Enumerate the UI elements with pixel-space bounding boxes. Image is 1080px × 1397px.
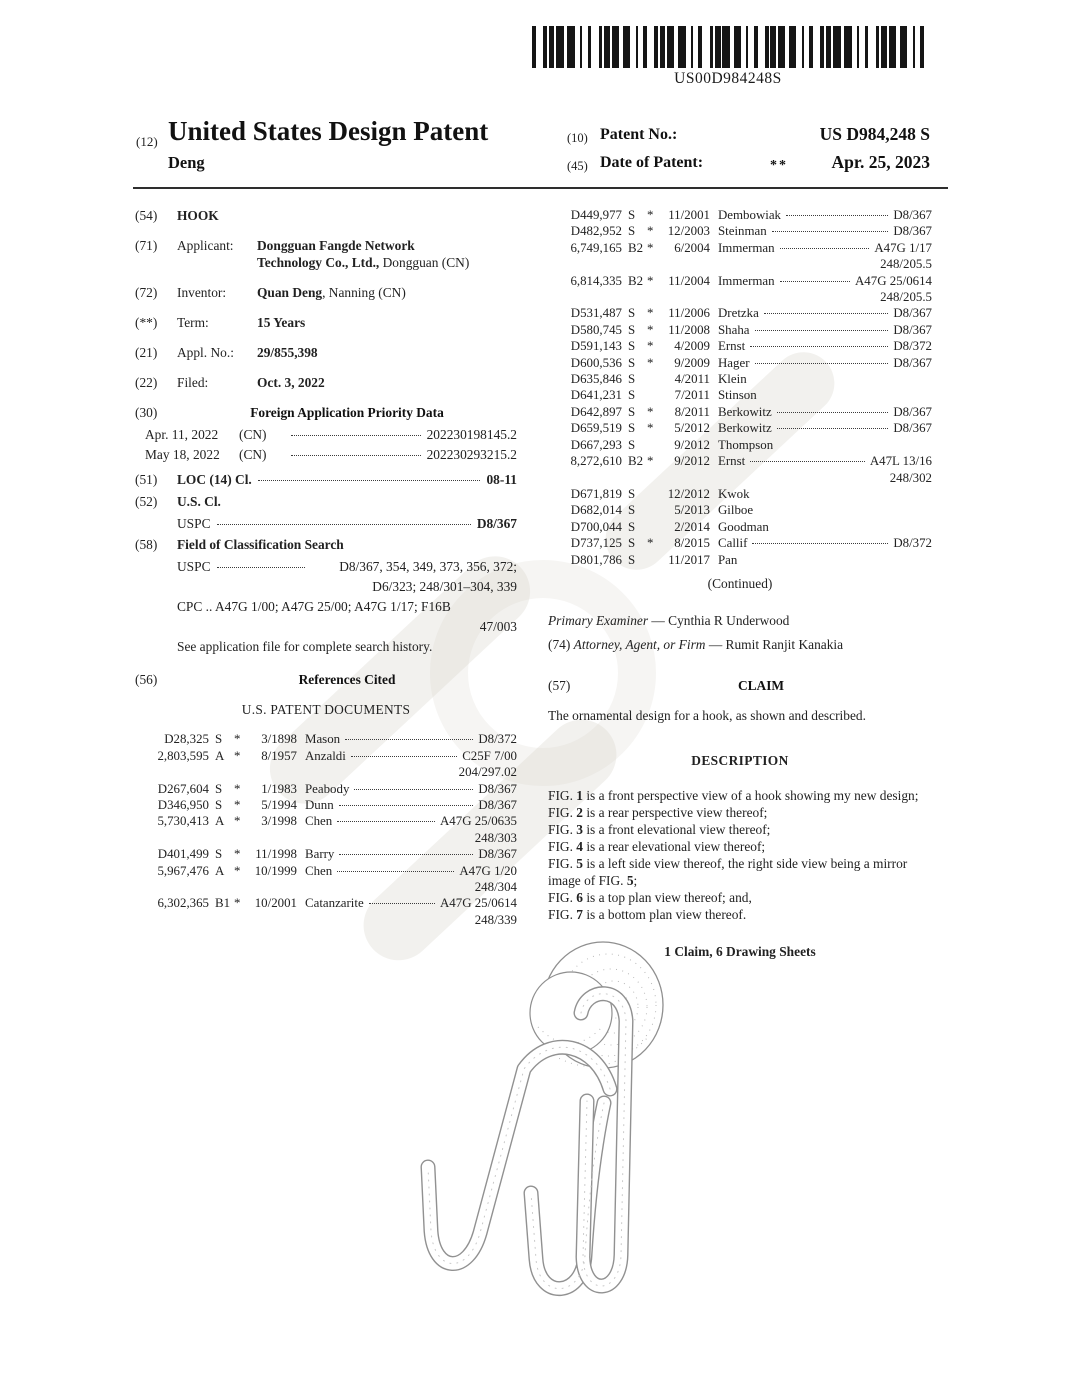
loc-label: LOC (14) Cl.: [177, 472, 252, 488]
reference-continuation: 248/205.5: [880, 290, 932, 305]
reference-continuation: 248/302: [889, 470, 932, 485]
reference-row: D682,014 S 5/2013 Gilboe: [570, 503, 754, 518]
uspc-classes-line1: D8/367, 354, 349, 373, 356, 372;: [339, 559, 517, 575]
figure-description-line: FIG. 5 is a left side view thereof, the right side view being a mirror image of FIG. 5;: [548, 856, 908, 889]
field-code: (56): [135, 672, 158, 688]
inventor-surname: Deng: [168, 153, 205, 172]
applicant-label: Applicant:: [177, 238, 234, 254]
patent-no-value: US D984,248 S: [819, 124, 930, 144]
reference-continuation: 248/303: [474, 830, 517, 845]
field-56-references: [135, 671, 517, 688]
field-52-us-cl: [135, 493, 517, 510]
continued-note: (Continued): [707, 575, 773, 591]
search-note: See application file for complete search history.: [177, 639, 433, 655]
inventor-label: Inventor:: [177, 285, 227, 301]
field-code: (30): [135, 405, 158, 421]
code-10: (10): [567, 131, 588, 145]
field-30-priority-heading: [135, 404, 517, 421]
claims-sheets-note: 1 Claim, 6 Drawing Sheets: [664, 944, 816, 960]
term-label: Term:: [177, 315, 209, 331]
priority-heading: Foreign Application Priority Data: [250, 405, 444, 421]
field-71-applicant: [135, 237, 517, 271]
reference-continuation: 204/297.02: [458, 765, 517, 780]
left-column: [135, 207, 517, 928]
reference-row: D801,786 S 11/2017 Pan: [570, 552, 738, 567]
field-54-title: [135, 207, 517, 224]
uspc-value: D8/367: [476, 516, 517, 532]
reference-row: 8,272,610 B2 * 9/2012 Ernst A47L 13/16: [570, 454, 932, 469]
appl-no-value: 29/855,398: [257, 345, 318, 361]
reference-row: D700,044 S 2/2014 Goodman: [570, 519, 769, 534]
reference-row: D641,231 S 7/2011 Stinson: [570, 388, 757, 403]
reference-continuation: 248/304: [474, 879, 517, 894]
us-cl-label: U.S. Cl.: [177, 494, 221, 510]
filed-label: Filed:: [177, 375, 209, 391]
figure-description-line: FIG. 6 is a top plan view thereof; and,: [548, 890, 752, 906]
date-of-patent-value: Apr. 25, 2023: [831, 152, 930, 172]
double-asterisk-note: **: [770, 158, 788, 173]
references-table-right: [548, 207, 932, 568]
field-code: (22): [135, 375, 158, 391]
reference-continuation: 248/205.5: [880, 257, 932, 272]
appl-no-label: Appl. No.:: [177, 345, 234, 361]
attorney-label: Attorney, Agent, or Firm: [573, 636, 706, 652]
field-code: (74): [548, 636, 571, 652]
header-rule: [133, 187, 948, 189]
term-value: 15 Years: [257, 315, 306, 331]
reference-row: D449,977 S * 11/2001 Dembowiak D8/367: [570, 208, 932, 222]
reference-row: D346,950 S * 5/1994 Dunn D8/367: [157, 797, 517, 812]
reference-row: 6,749,165 B2 * 6/2004 Immerman A47G 1/17: [570, 240, 932, 255]
field-code: (51): [135, 472, 158, 488]
reference-row: D659,519 S * 5/2012 Berkowitz D8/367: [570, 421, 932, 436]
figure-description-line: FIG. 4 is a rear elevational view thereof;: [548, 839, 766, 855]
design-title: HOOK: [177, 208, 219, 223]
field-57-claim-heading: [548, 677, 932, 694]
page-title: United States Design Patent: [168, 116, 489, 146]
figure-description-line: FIG. 2 is a rear perspective view thereof;: [548, 805, 768, 821]
patent-no-label: Patent No.:: [600, 126, 678, 143]
field-code: (54): [135, 208, 158, 223]
references-heading: References Cited: [298, 672, 396, 688]
references-table-left: [135, 731, 517, 928]
reference-row: 5,967,476 A * 10/1999 Chen A47G 1/20: [157, 863, 517, 878]
reference-row: 2,803,595 A * 8/1957 Anzaldi C25F 7/00: [157, 748, 517, 763]
barcode-label: US00D984248S: [674, 70, 782, 87]
reference-row: 6,302,365 B1 * 10/2001 Catanzarite A47G 25/0614: [157, 896, 517, 911]
reference-row: D482,952 S * 12/2003 Steinman D8/367: [570, 224, 932, 239]
cpc-row: [177, 598, 517, 615]
cpc-classes-line2: 47/003: [479, 619, 517, 635]
priority-row: May 18, 2022 (CN) 202230293215.2: [145, 447, 517, 463]
date-of-patent-label: Date of Patent:: [600, 154, 704, 171]
reference-row: D600,536 S * 9/2009 Hager D8/367: [570, 355, 932, 370]
field-code: (71): [135, 238, 158, 254]
figure-description-line: FIG. 7 is a bottom plan view thereof.: [548, 907, 747, 923]
examiner-label: Primary Examiner: [548, 612, 649, 628]
reference-row: D531,487 S * 11/2006 Dretzka D8/367: [570, 306, 932, 321]
description-heading: DESCRIPTION: [691, 753, 789, 769]
filed-value: Oct. 3, 2022: [257, 375, 325, 391]
attorney-line: (74) Attorney, Agent, or Firm — Rumit Ranjit Kanakia: [548, 636, 844, 652]
field-22-filed: [135, 374, 517, 391]
reference-row: D591,143 S * 4/2009 Ernst D8/372: [570, 339, 932, 354]
field-58-search: [135, 536, 517, 553]
loc-value: 08-11: [486, 472, 517, 488]
field-code: (58): [135, 537, 158, 553]
uspc-classes-line2: D6/323; 248/301–304, 339: [372, 579, 517, 595]
claim-heading: CLAIM: [737, 677, 785, 693]
field-code: (72): [135, 285, 158, 301]
applicant-value: Dongguan Fangde Network Technology Co., Ltd., Dongguan (CN): [257, 238, 470, 271]
uspc-label: USPC: [177, 516, 211, 532]
cpc-classes-line1: CPC .. A47G 1/00; A47G 25/00; A47G 1/17; F16B: [177, 599, 451, 615]
reference-row: D401,499 S * 11/1998 Barry D8/367: [157, 847, 517, 862]
reference-row: D671,819 S 12/2012 Kwok: [570, 486, 750, 501]
field-term: [135, 314, 517, 331]
kind-code-12: (12): [136, 134, 158, 149]
reference-row: D642,897 S * 8/2011 Berkowitz D8/367: [570, 404, 932, 419]
reference-row: 5,730,413 A * 3/1998 Chen A47G 25/0635: [157, 814, 517, 829]
inventor-value: Quan Deng, Nanning (CN): [257, 285, 406, 301]
reference-row: D667,293 S 9/2012 Thompson: [570, 437, 774, 452]
reference-row: D737,125 S * 8/2015 Callif D8/372: [570, 536, 932, 551]
field-21-appl-no: [135, 344, 517, 361]
field-51-loc: [135, 471, 517, 488]
search-uspc-row: [177, 558, 517, 575]
field-code: (52): [135, 494, 158, 510]
reference-row: D28,325 S * 3/1898 Mason D8/372: [164, 732, 517, 747]
field-code: (21): [135, 345, 158, 361]
code-45: (45): [567, 159, 588, 173]
priority-row: Apr. 11, 2022 (CN) 202230198145.2: [145, 427, 517, 443]
field-72-inventor: [135, 284, 517, 301]
figure-descriptions: [548, 787, 932, 923]
reference-continuation: 248/339: [474, 912, 517, 927]
primary-examiner-line: Primary Examiner — Cynthia R Underwood: [548, 612, 790, 628]
right-column: [548, 207, 932, 960]
claim-text: The ornamental design for a hook, as shown and described.: [548, 708, 866, 723]
fig1-hook-drawing: [388, 925, 788, 1365]
reference-row: D635,846 S 4/2011 Klein: [570, 372, 747, 387]
search-label: Field of Classification Search: [177, 537, 344, 553]
field-code: (57): [548, 677, 571, 693]
reference-row: 6,814,335 B2 * 11/2004 Immerman A47G 25/0614: [570, 273, 932, 288]
reference-row: D580,745 S * 11/2008 Shaha D8/367: [570, 322, 932, 337]
us-patent-documents-heading: U.S. PATENT DOCUMENTS: [241, 702, 411, 718]
reference-row: D267,604 S * 1/1983 Peabody D8/367: [157, 781, 517, 796]
barcode: [528, 26, 928, 68]
figure-description-line: FIG. 1 is a front perspective view of a hook showing my new design;: [548, 788, 919, 804]
uspc-row: [177, 515, 517, 532]
figure-description-line: FIG. 3 is a front elevational view thereof;: [548, 822, 771, 838]
uspc-label: USPC: [177, 559, 211, 575]
field-code: (**): [135, 315, 158, 331]
